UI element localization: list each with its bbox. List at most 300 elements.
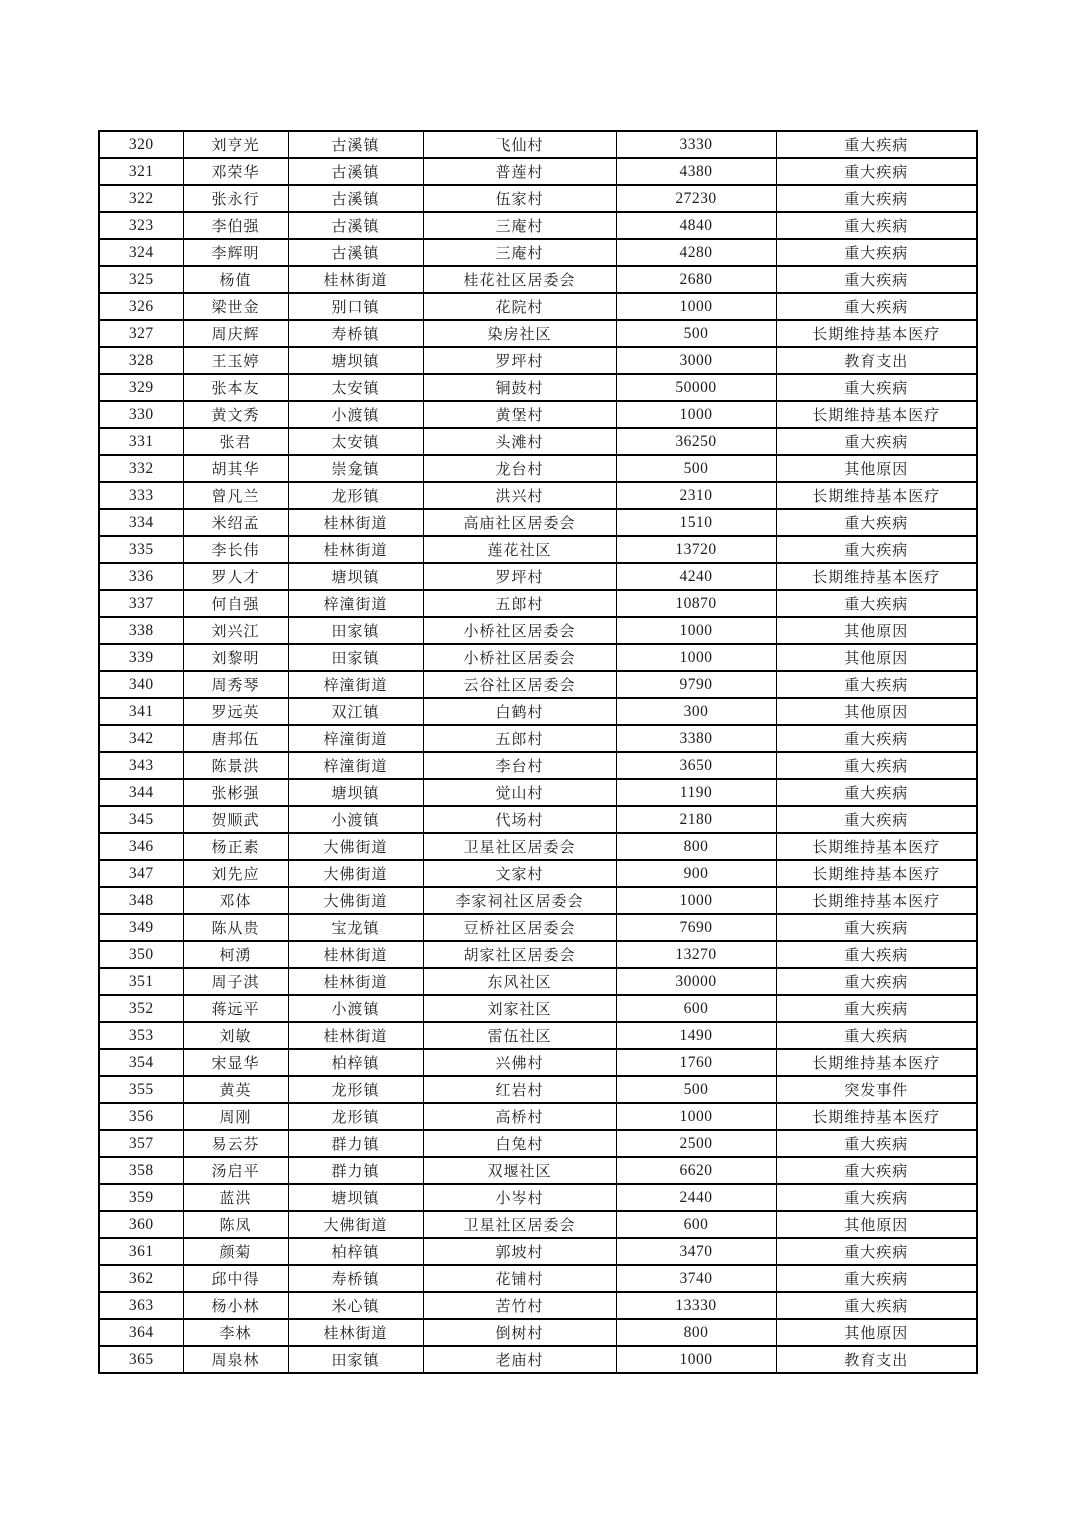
cell-reason: 重大疾病 [776, 968, 977, 995]
cell-amount: 1760 [616, 1049, 776, 1076]
cell-town: 米心镇 [288, 1292, 423, 1319]
cell-village: 普莲村 [423, 158, 616, 185]
cell-amount: 2310 [616, 482, 776, 509]
cell-village: 小桥社区居委会 [423, 617, 616, 644]
table-row [99, 887, 977, 914]
cell-town: 古溪镇 [288, 185, 423, 212]
cell-name: 唐邦伍 [183, 725, 288, 752]
cell-village: 高桥村 [423, 1103, 616, 1130]
cell-name: 杨小林 [183, 1292, 288, 1319]
cell-village: 伍家村 [423, 185, 616, 212]
cell-town: 大佛街道 [288, 860, 423, 887]
cell-serial: 351 [99, 968, 183, 995]
cell-village: 卫星社区居委会 [423, 1211, 616, 1238]
cell-serial: 345 [99, 806, 183, 833]
cell-name: 黄英 [183, 1076, 288, 1103]
cell-name: 王玉婷 [183, 347, 288, 374]
cell-town: 大佛街道 [288, 887, 423, 914]
cell-name: 李林 [183, 1319, 288, 1346]
cell-serial: 323 [99, 212, 183, 239]
table-row [99, 1049, 977, 1076]
cell-reason: 长期维持基本医疗 [776, 1103, 977, 1130]
cell-serial: 334 [99, 509, 183, 536]
cell-reason: 长期维持基本医疗 [776, 833, 977, 860]
table-row [99, 158, 977, 185]
cell-reason: 重大疾病 [776, 941, 977, 968]
table-row [99, 914, 977, 941]
cell-reason: 重大疾病 [776, 1184, 977, 1211]
cell-amount: 30000 [616, 968, 776, 995]
cell-village: 郭坡村 [423, 1238, 616, 1265]
cell-serial: 330 [99, 401, 183, 428]
cell-village: 花院村 [423, 293, 616, 320]
cell-reason: 其他原因 [776, 1319, 977, 1346]
cell-amount: 7690 [616, 914, 776, 941]
cell-town: 双江镇 [288, 698, 423, 725]
table-row [99, 806, 977, 833]
cell-amount: 1000 [616, 644, 776, 671]
cell-serial: 348 [99, 887, 183, 914]
cell-town: 梓潼街道 [288, 752, 423, 779]
cell-amount: 6620 [616, 1157, 776, 1184]
cell-reason: 重大疾病 [776, 1238, 977, 1265]
cell-town: 桂林街道 [288, 509, 423, 536]
cell-town: 太安镇 [288, 428, 423, 455]
cell-amount: 2440 [616, 1184, 776, 1211]
table-row [99, 1238, 977, 1265]
cell-reason: 重大疾病 [776, 995, 977, 1022]
cell-village: 三庵村 [423, 239, 616, 266]
cell-town: 塘坝镇 [288, 1184, 423, 1211]
cell-name: 李辉明 [183, 239, 288, 266]
cell-serial: 320 [99, 131, 183, 158]
table-row [99, 563, 977, 590]
cell-village: 代场村 [423, 806, 616, 833]
cell-reason: 重大疾病 [776, 1130, 977, 1157]
cell-town: 群力镇 [288, 1130, 423, 1157]
cell-name: 刘先应 [183, 860, 288, 887]
cell-town: 梓潼街道 [288, 671, 423, 698]
cell-serial: 357 [99, 1130, 183, 1157]
cell-town: 小渡镇 [288, 995, 423, 1022]
table-row [99, 968, 977, 995]
cell-reason: 长期维持基本医疗 [776, 860, 977, 887]
cell-village: 飞仙村 [423, 131, 616, 158]
cell-town: 桂林街道 [288, 1319, 423, 1346]
cell-serial: 365 [99, 1346, 183, 1373]
cell-amount: 3380 [616, 725, 776, 752]
cell-amount: 3650 [616, 752, 776, 779]
table-row [99, 212, 977, 239]
cell-serial: 353 [99, 1022, 183, 1049]
aid-records-table [98, 130, 978, 1374]
cell-name: 张永行 [183, 185, 288, 212]
cell-serial: 349 [99, 914, 183, 941]
cell-amount: 300 [616, 698, 776, 725]
cell-village: 白兔村 [423, 1130, 616, 1157]
cell-reason: 重大疾病 [776, 374, 977, 401]
cell-name: 梁世金 [183, 293, 288, 320]
cell-amount: 1000 [616, 401, 776, 428]
cell-reason: 长期维持基本医疗 [776, 1049, 977, 1076]
table-row [99, 644, 977, 671]
cell-name: 张君 [183, 428, 288, 455]
cell-amount: 2680 [616, 266, 776, 293]
cell-name: 汤启平 [183, 1157, 288, 1184]
cell-town: 寿桥镇 [288, 1265, 423, 1292]
cell-reason: 教育支出 [776, 347, 977, 374]
cell-serial: 331 [99, 428, 183, 455]
table-row [99, 590, 977, 617]
cell-amount: 9790 [616, 671, 776, 698]
cell-amount: 600 [616, 995, 776, 1022]
cell-name: 周刚 [183, 1103, 288, 1130]
cell-serial: 347 [99, 860, 183, 887]
cell-village: 红岩村 [423, 1076, 616, 1103]
cell-village: 白鹤村 [423, 698, 616, 725]
cell-amount: 3470 [616, 1238, 776, 1265]
cell-reason: 重大疾病 [776, 293, 977, 320]
cell-town: 龙形镇 [288, 1076, 423, 1103]
table-row [99, 698, 977, 725]
cell-village: 胡家社区居委会 [423, 941, 616, 968]
cell-town: 龙形镇 [288, 482, 423, 509]
cell-reason: 教育支出 [776, 1346, 977, 1373]
cell-name: 贺顺武 [183, 806, 288, 833]
cell-serial: 321 [99, 158, 183, 185]
cell-name: 黄文秀 [183, 401, 288, 428]
table-row [99, 401, 977, 428]
cell-name: 杨值 [183, 266, 288, 293]
cell-village: 黄堡村 [423, 401, 616, 428]
cell-village: 双堰社区 [423, 1157, 616, 1184]
cell-name: 刘亨光 [183, 131, 288, 158]
table-row [99, 941, 977, 968]
cell-serial: 336 [99, 563, 183, 590]
aid-records-body [99, 131, 977, 1373]
cell-serial: 361 [99, 1238, 183, 1265]
table-row [99, 1130, 977, 1157]
table-row [99, 428, 977, 455]
table-row [99, 1103, 977, 1130]
cell-village: 高庙社区居委会 [423, 509, 616, 536]
table-row [99, 860, 977, 887]
cell-amount: 500 [616, 1076, 776, 1103]
cell-village: 李家祠社区居委会 [423, 887, 616, 914]
cell-reason: 重大疾病 [776, 131, 977, 158]
cell-village: 龙台村 [423, 455, 616, 482]
cell-serial: 356 [99, 1103, 183, 1130]
cell-name: 柯湧 [183, 941, 288, 968]
cell-village: 文家村 [423, 860, 616, 887]
cell-serial: 324 [99, 239, 183, 266]
cell-village: 小桥社区居委会 [423, 644, 616, 671]
table-row [99, 1346, 977, 1373]
cell-amount: 3000 [616, 347, 776, 374]
cell-name: 蒋远平 [183, 995, 288, 1022]
cell-amount: 500 [616, 320, 776, 347]
cell-name: 曾凡兰 [183, 482, 288, 509]
cell-village: 罗坪村 [423, 563, 616, 590]
cell-name: 周子淇 [183, 968, 288, 995]
cell-name: 颜菊 [183, 1238, 288, 1265]
table-row [99, 131, 977, 158]
table-row [99, 509, 977, 536]
cell-reason: 重大疾病 [776, 1265, 977, 1292]
table-row [99, 752, 977, 779]
cell-name: 蓝洪 [183, 1184, 288, 1211]
cell-serial: 332 [99, 455, 183, 482]
cell-town: 崇龛镇 [288, 455, 423, 482]
cell-serial: 322 [99, 185, 183, 212]
table-row [99, 1265, 977, 1292]
table-row [99, 185, 977, 212]
cell-amount: 1000 [616, 887, 776, 914]
cell-serial: 354 [99, 1049, 183, 1076]
cell-serial: 327 [99, 320, 183, 347]
cell-name: 陈凤 [183, 1211, 288, 1238]
table-row [99, 725, 977, 752]
cell-serial: 364 [99, 1319, 183, 1346]
table-row [99, 995, 977, 1022]
table-row [99, 833, 977, 860]
cell-name: 张本友 [183, 374, 288, 401]
cell-village: 李台村 [423, 752, 616, 779]
cell-reason: 重大疾病 [776, 914, 977, 941]
cell-town: 梓潼街道 [288, 725, 423, 752]
cell-amount: 50000 [616, 374, 776, 401]
cell-name: 陈景洪 [183, 752, 288, 779]
table-row [99, 1292, 977, 1319]
table-row [99, 617, 977, 644]
cell-amount: 36250 [616, 428, 776, 455]
cell-reason: 长期维持基本医疗 [776, 320, 977, 347]
cell-town: 田家镇 [288, 617, 423, 644]
cell-town: 梓潼街道 [288, 590, 423, 617]
cell-reason: 长期维持基本医疗 [776, 887, 977, 914]
cell-serial: 358 [99, 1157, 183, 1184]
cell-amount: 800 [616, 833, 776, 860]
cell-town: 太安镇 [288, 374, 423, 401]
cell-village: 洪兴村 [423, 482, 616, 509]
cell-amount: 3330 [616, 131, 776, 158]
cell-serial: 325 [99, 266, 183, 293]
cell-reason: 其他原因 [776, 617, 977, 644]
cell-reason: 重大疾病 [776, 1292, 977, 1319]
cell-reason: 其他原因 [776, 455, 977, 482]
table-row [99, 1211, 977, 1238]
cell-town: 小渡镇 [288, 806, 423, 833]
table-row [99, 239, 977, 266]
cell-amount: 4840 [616, 212, 776, 239]
cell-village: 罗坪村 [423, 347, 616, 374]
cell-reason: 重大疾病 [776, 536, 977, 563]
cell-amount: 4380 [616, 158, 776, 185]
cell-town: 古溪镇 [288, 212, 423, 239]
cell-name: 宋显华 [183, 1049, 288, 1076]
cell-serial: 355 [99, 1076, 183, 1103]
cell-town: 桂林街道 [288, 536, 423, 563]
cell-village: 倒树村 [423, 1319, 616, 1346]
cell-village: 豆桥社区居委会 [423, 914, 616, 941]
cell-amount: 10870 [616, 590, 776, 617]
cell-reason: 其他原因 [776, 1211, 977, 1238]
cell-amount: 13330 [616, 1292, 776, 1319]
cell-amount: 1000 [616, 1103, 776, 1130]
cell-amount: 600 [616, 1211, 776, 1238]
cell-serial: 346 [99, 833, 183, 860]
cell-town: 桂林街道 [288, 1022, 423, 1049]
cell-town: 塘坝镇 [288, 779, 423, 806]
cell-village: 三庵村 [423, 212, 616, 239]
cell-town: 群力镇 [288, 1157, 423, 1184]
cell-name: 邓荣华 [183, 158, 288, 185]
table-row [99, 1022, 977, 1049]
cell-name: 邓体 [183, 887, 288, 914]
cell-reason: 重大疾病 [776, 428, 977, 455]
cell-village: 染房社区 [423, 320, 616, 347]
cell-amount: 13270 [616, 941, 776, 968]
table-row [99, 1157, 977, 1184]
cell-reason: 长期维持基本医疗 [776, 482, 977, 509]
cell-name: 易云芬 [183, 1130, 288, 1157]
cell-village: 小岑村 [423, 1184, 616, 1211]
table-row [99, 1076, 977, 1103]
cell-serial: 326 [99, 293, 183, 320]
cell-reason: 重大疾病 [776, 752, 977, 779]
cell-reason: 重大疾病 [776, 725, 977, 752]
cell-serial: 344 [99, 779, 183, 806]
cell-amount: 1190 [616, 779, 776, 806]
cell-town: 古溪镇 [288, 239, 423, 266]
cell-reason: 重大疾病 [776, 1157, 977, 1184]
cell-serial: 339 [99, 644, 183, 671]
cell-town: 古溪镇 [288, 131, 423, 158]
cell-serial: 335 [99, 536, 183, 563]
cell-village: 觉山村 [423, 779, 616, 806]
cell-village: 苦竹村 [423, 1292, 616, 1319]
cell-town: 小渡镇 [288, 401, 423, 428]
cell-reason: 重大疾病 [776, 1022, 977, 1049]
table-row [99, 347, 977, 374]
cell-town: 大佛街道 [288, 1211, 423, 1238]
cell-village: 花铺村 [423, 1265, 616, 1292]
cell-name: 周庆辉 [183, 320, 288, 347]
cell-town: 桂林街道 [288, 941, 423, 968]
cell-reason: 重大疾病 [776, 806, 977, 833]
cell-name: 陈从贵 [183, 914, 288, 941]
cell-reason: 重大疾病 [776, 779, 977, 806]
cell-serial: 338 [99, 617, 183, 644]
cell-serial: 328 [99, 347, 183, 374]
cell-amount: 13720 [616, 536, 776, 563]
table-row [99, 374, 977, 401]
cell-town: 塘坝镇 [288, 347, 423, 374]
cell-amount: 900 [616, 860, 776, 887]
cell-town: 古溪镇 [288, 158, 423, 185]
cell-reason: 重大疾病 [776, 212, 977, 239]
cell-name: 张彬强 [183, 779, 288, 806]
cell-amount: 500 [616, 455, 776, 482]
cell-reason: 其他原因 [776, 698, 977, 725]
table-row [99, 1319, 977, 1346]
cell-reason: 其他原因 [776, 644, 977, 671]
cell-name: 刘兴江 [183, 617, 288, 644]
table-row [99, 779, 977, 806]
cell-reason: 突发事件 [776, 1076, 977, 1103]
table-row [99, 266, 977, 293]
cell-reason: 重大疾病 [776, 590, 977, 617]
cell-village: 卫星社区居委会 [423, 833, 616, 860]
cell-serial: 340 [99, 671, 183, 698]
table-row [99, 671, 977, 698]
cell-reason: 重大疾病 [776, 158, 977, 185]
cell-reason: 重大疾病 [776, 185, 977, 212]
cell-amount: 1000 [616, 617, 776, 644]
cell-amount: 1000 [616, 293, 776, 320]
cell-town: 塘坝镇 [288, 563, 423, 590]
cell-serial: 342 [99, 725, 183, 752]
cell-reason: 重大疾病 [776, 509, 977, 536]
cell-amount: 27230 [616, 185, 776, 212]
cell-town: 宝龙镇 [288, 914, 423, 941]
cell-name: 李长伟 [183, 536, 288, 563]
table-row [99, 293, 977, 320]
cell-name: 周泉林 [183, 1346, 288, 1373]
cell-serial: 343 [99, 752, 183, 779]
cell-name: 胡其华 [183, 455, 288, 482]
table-row [99, 455, 977, 482]
cell-amount: 1490 [616, 1022, 776, 1049]
cell-serial: 329 [99, 374, 183, 401]
cell-village: 五郎村 [423, 590, 616, 617]
cell-village: 云谷社区居委会 [423, 671, 616, 698]
cell-name: 刘敏 [183, 1022, 288, 1049]
cell-serial: 350 [99, 941, 183, 968]
cell-reason: 重大疾病 [776, 239, 977, 266]
cell-town: 桂林街道 [288, 266, 423, 293]
cell-village: 莲花社区 [423, 536, 616, 563]
cell-village: 东风社区 [423, 968, 616, 995]
cell-name: 刘黎明 [183, 644, 288, 671]
cell-serial: 360 [99, 1211, 183, 1238]
cell-amount: 800 [616, 1319, 776, 1346]
cell-town: 别口镇 [288, 293, 423, 320]
cell-town: 桂林街道 [288, 968, 423, 995]
cell-town: 田家镇 [288, 1346, 423, 1373]
cell-name: 米绍孟 [183, 509, 288, 536]
cell-town: 柏梓镇 [288, 1049, 423, 1076]
cell-reason: 重大疾病 [776, 266, 977, 293]
cell-town: 龙形镇 [288, 1103, 423, 1130]
cell-village: 老庙村 [423, 1346, 616, 1373]
table-row [99, 1184, 977, 1211]
cell-serial: 352 [99, 995, 183, 1022]
cell-name: 罗远英 [183, 698, 288, 725]
cell-serial: 333 [99, 482, 183, 509]
cell-village: 雷伍社区 [423, 1022, 616, 1049]
cell-reason: 长期维持基本医疗 [776, 401, 977, 428]
cell-name: 李伯强 [183, 212, 288, 239]
cell-name: 罗人才 [183, 563, 288, 590]
cell-reason: 长期维持基本医疗 [776, 563, 977, 590]
cell-serial: 363 [99, 1292, 183, 1319]
cell-town: 柏梓镇 [288, 1238, 423, 1265]
table-row [99, 482, 977, 509]
cell-name: 杨正素 [183, 833, 288, 860]
cell-village: 桂花社区居委会 [423, 266, 616, 293]
cell-serial: 359 [99, 1184, 183, 1211]
